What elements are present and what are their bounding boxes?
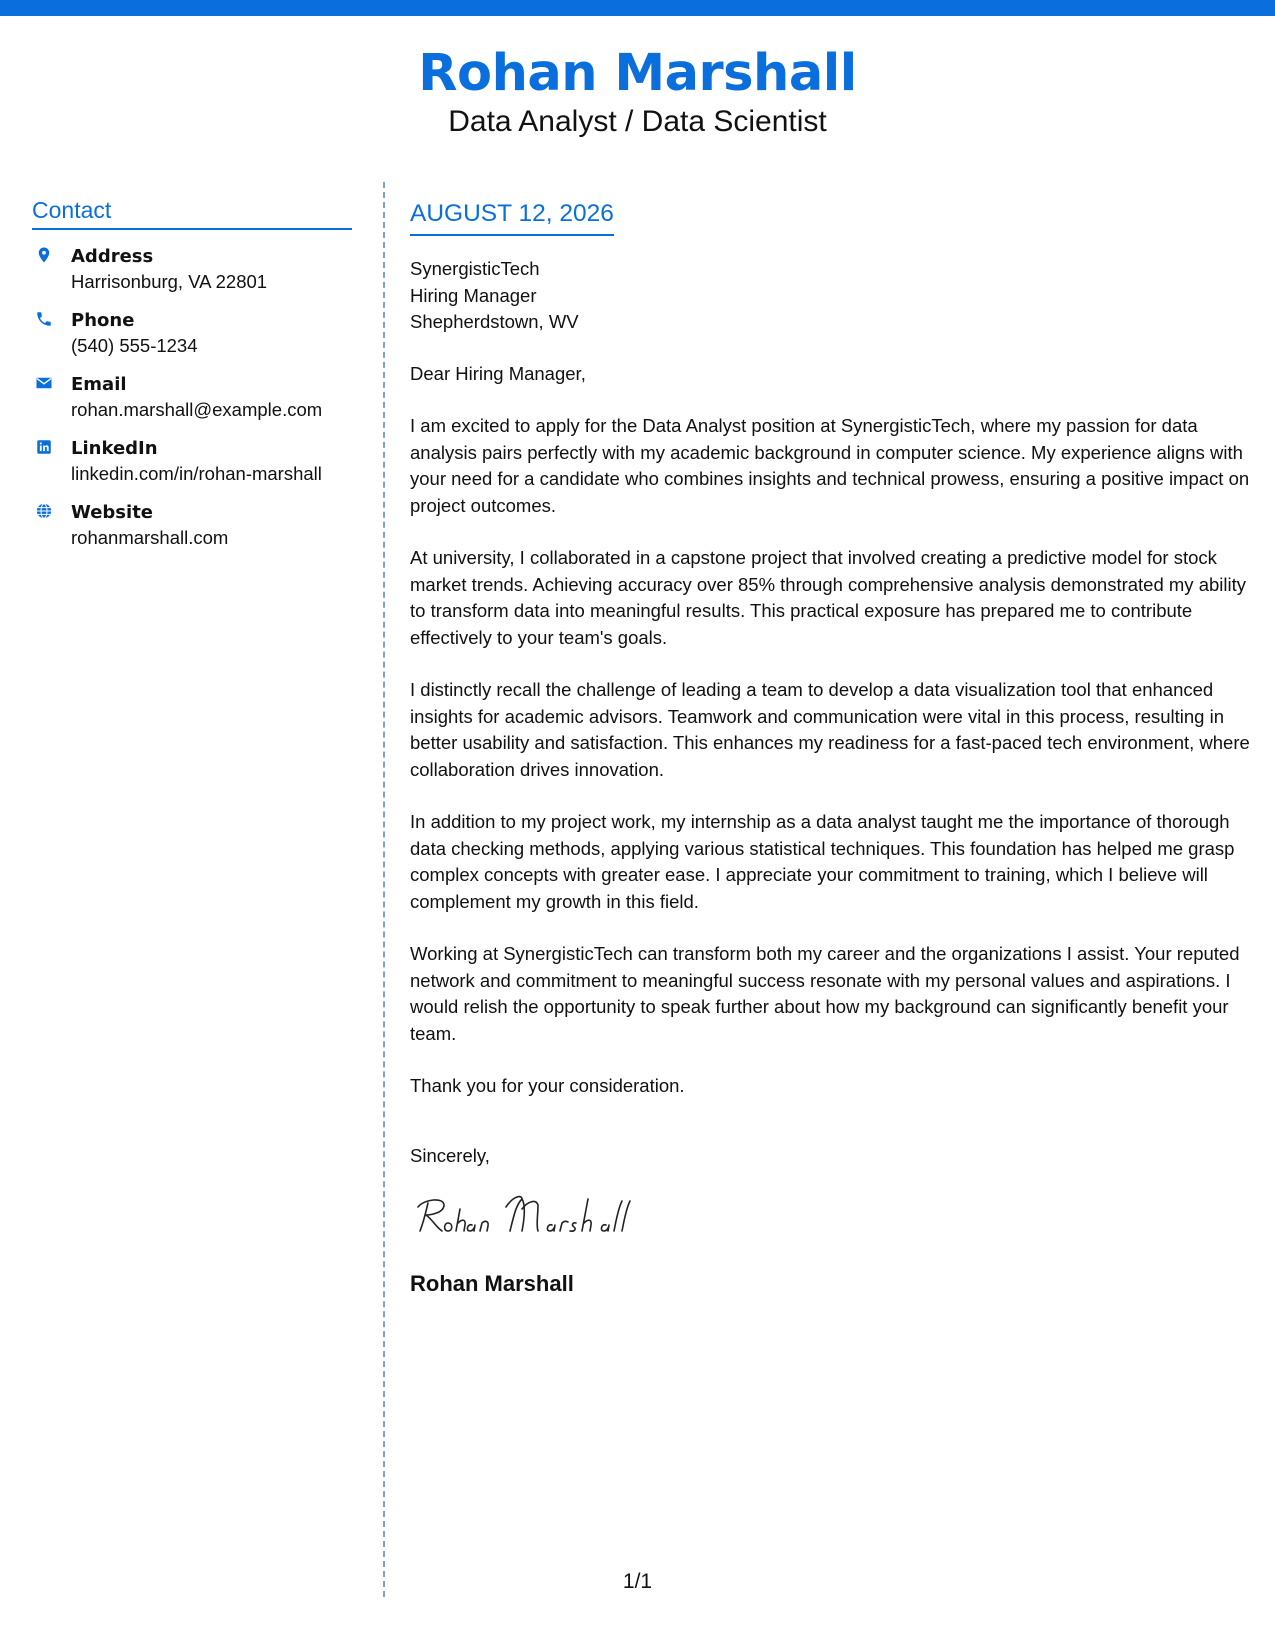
closing-line: Thank you for your consideration. xyxy=(410,1075,685,1096)
email-label: Email xyxy=(71,374,127,395)
letter-date: AUGUST 12, 2026 xyxy=(410,196,614,236)
header xyxy=(0,40,1275,140)
column-divider xyxy=(383,182,385,1597)
paragraph-2: At university, I collaborated in a capstone project that involved creating a predictive model for stock market trends. Achieving accuracy over 85% through comprehensive analysis demonstrated my ability to transform data into meaningful results. This practical exposure has prepared me to contribute effectively to your team's goals. xyxy=(410,547,1246,648)
linkedin-icon xyxy=(35,437,53,457)
recipient-location: Shepherdstown, WV xyxy=(410,311,579,332)
signoff: Sincerely, xyxy=(410,1144,490,1166)
website-value: rohanmarshall.com xyxy=(71,527,229,548)
email-value: rohan.marshall@example.com xyxy=(71,399,323,420)
contact-linkedin xyxy=(32,436,352,486)
signed-name: Rohan Marshall xyxy=(410,1270,574,1296)
paragraph-3: I distinctly recall the challenge of leading a team to develop a data visualization tool that enhanced insights for academic advisors. Teamwork and communication were vital in this process, resulting in better usability and satisfaction. This enhances my readiness for a fast-paced tech environment, where collaboration drives innovation. xyxy=(410,679,1250,780)
globe-icon xyxy=(35,501,53,521)
address-value: Harrisonburg, VA 22801 xyxy=(71,271,268,292)
paragraph-5: Working at SynergisticTech can transform both my career and the organizations I assist. Your reputed network and commitment to meaningful success resonate with my personal values and aspirations. I would relish the opportunity to speak further about how my background can significantly benefit your team. xyxy=(410,943,1240,1044)
address-label: Address xyxy=(71,246,154,267)
recipient-company: SynergisticTech xyxy=(410,258,540,279)
contact-website xyxy=(32,500,352,550)
page-number: 1/1 xyxy=(622,1570,653,1593)
paragraph-4: In addition to my project work, my internship as a data analyst taught me the importance of thorough data checking methods, applying various statistical techniques. This foundation has helped me grasp complex concepts with greater ease. I appreciate your commitment to training, which I believe will complement my growth in this field. xyxy=(410,811,1235,912)
phone-value: (540) 555-1234 xyxy=(71,335,198,356)
linkedin-label: LinkedIn xyxy=(71,438,158,459)
applicant-name: Rohan Marshall xyxy=(418,44,857,103)
contact-sidebar xyxy=(32,196,352,550)
recipient-block xyxy=(410,256,1255,336)
location-pin-icon xyxy=(35,245,53,265)
linkedin-value: linkedin.com/in/rohan-marshall xyxy=(71,463,322,484)
top-accent-bar xyxy=(0,0,1275,16)
letter-body xyxy=(410,196,1255,1299)
email-icon xyxy=(35,373,53,393)
paragraph-1: I am excited to apply for the Data Analyst position at SynergisticTech, where my passion for data analysis pairs perfectly with my academic background in computer science. My experience aligns with your need for a candidate who combines insights and technical prowess, ensuring a positive impact on project outcomes. xyxy=(410,415,1250,516)
contact-phone xyxy=(32,308,352,358)
contact-heading: Contact xyxy=(32,196,352,230)
phone-label: Phone xyxy=(71,310,135,331)
contact-address xyxy=(32,244,352,294)
job-title: Data Analyst / Data Scientist xyxy=(448,105,827,138)
recipient-title: Hiring Manager xyxy=(410,284,537,306)
contact-email xyxy=(32,372,352,422)
phone-icon xyxy=(35,309,53,329)
handwritten-signature xyxy=(410,1191,670,1241)
salutation: Dear Hiring Manager, xyxy=(410,362,586,384)
website-label: Website xyxy=(71,502,154,523)
